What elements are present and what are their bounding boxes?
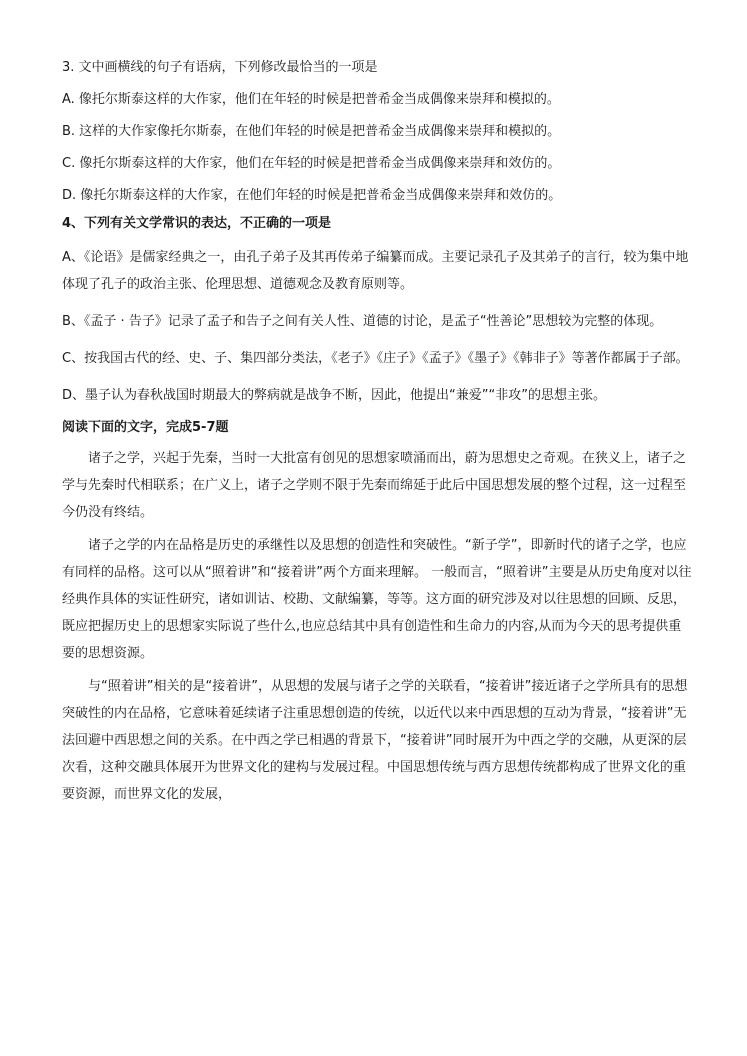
q4-option-d: D、墨子认为春秋战国时期最大的弊病就是战争不断，因此，他提出“兼爱”“非攻”的思想主张。 bbox=[62, 388, 606, 403]
question-4 bbox=[62, 212, 694, 409]
document-page bbox=[62, 52, 694, 812]
question-3-stem: 3. 文中画横线的句子有语病，下列修改最恰当的一项是 bbox=[62, 60, 378, 75]
q3-option-a: A. 像托尔斯泰这样的大作家，他们在年轻的时候是把普希金当成偶像来崇拜和模拟的。 bbox=[62, 92, 560, 107]
q4-option-a: A、《论语》是儒家经典之一，由孔子弟子及其再传弟子编纂而成。主要记录孔子及其弟子的言行，较为集中地体现了孔子的政治主张、伦理思想、道德观念及教育原则等。 bbox=[62, 250, 689, 292]
reading-paragraph-1: 诸子之学，兴起于先秦，当时一大批富有创见的思想家喷涌而出，蔚为思想史之奇观。在狭义上，诸子之学与先秦时代相联系；在广义上，诸子之学则不限于先秦而绵延于此后中国思想发展的整个过程，这一过程至今仍没有终结。 bbox=[62, 451, 687, 520]
question-4-stem: 4、下列有关文学常识的表达，不正确的一项是 bbox=[62, 216, 332, 231]
question-3 bbox=[62, 52, 694, 212]
q3-option-c: C. 像托尔斯泰这样的大作家，他们在年轻的时候是把普希金当成偶像来崇拜和效仿的。 bbox=[62, 156, 561, 171]
q3-option-b: B. 这样的大作家像托尔斯泰，在他们年轻的时候是把普希金当成偶像来崇拜和模拟的。 bbox=[62, 124, 561, 139]
reading-paragraph-3: 与“照着讲”相关的是“接着讲”，从思想的发展与诸子之学的关联看，“接着讲”接近诸子之学所具有的思想突破性的内在品格，它意味着延续诸子注重思想创造的传统，以近代以来中西思想的互动为背景，“接着讲”无法回避中西思想之间的关系。在中西之学已相遇的背景下，“接着讲”同时展开为中西之学的交融，从更深的层次看，这种交融具体展开为世界文化的建构与发展过程。中国思想传统与西方思想传统都构成了世界文化的重要资源，而世界文化的发展， bbox=[62, 679, 688, 802]
reading-paragraph-2: 诸子之学的内在品格是历史的承继性以及思想的创造性和突破性。“新子学”，即新时代的诸子之学，也应有同样的品格。这可以从“照着讲”和“接着讲”两个方面来理解。 一般而言，“照着讲”主要是从历史角度对以往经典作具体的实证性研究，诸如训诂、校勘、文献编纂，等等。这方面的研究涉及对以往思想的回顾、反思，既应把握历史上的思想家实际说了些什么,也应总结其中具有创造性和生命力的内容,从而为今天的思考提供重要的思想资源。 bbox=[62, 538, 692, 661]
q4-option-b: B、《孟子 · 告子》记录了孟子和告子之间有关人性、道德的讨论，是孟子“性善论”思想较为完整的体现。 bbox=[62, 314, 663, 329]
reading-section bbox=[62, 415, 694, 808]
reading-heading: 阅读下面的文字，完成5-7题 bbox=[62, 420, 229, 435]
q3-option-d: D. 像托尔斯泰这样的大作家，在他们年轻的时候是把普希金当成偶像来崇拜和效仿的。 bbox=[62, 188, 562, 203]
q4-option-c: C、按我国古代的经、史、子、集四部分类法，《老子》《庄子》《孟子》《墨子》《韩非子》等著作都属于子部。 bbox=[62, 351, 689, 366]
